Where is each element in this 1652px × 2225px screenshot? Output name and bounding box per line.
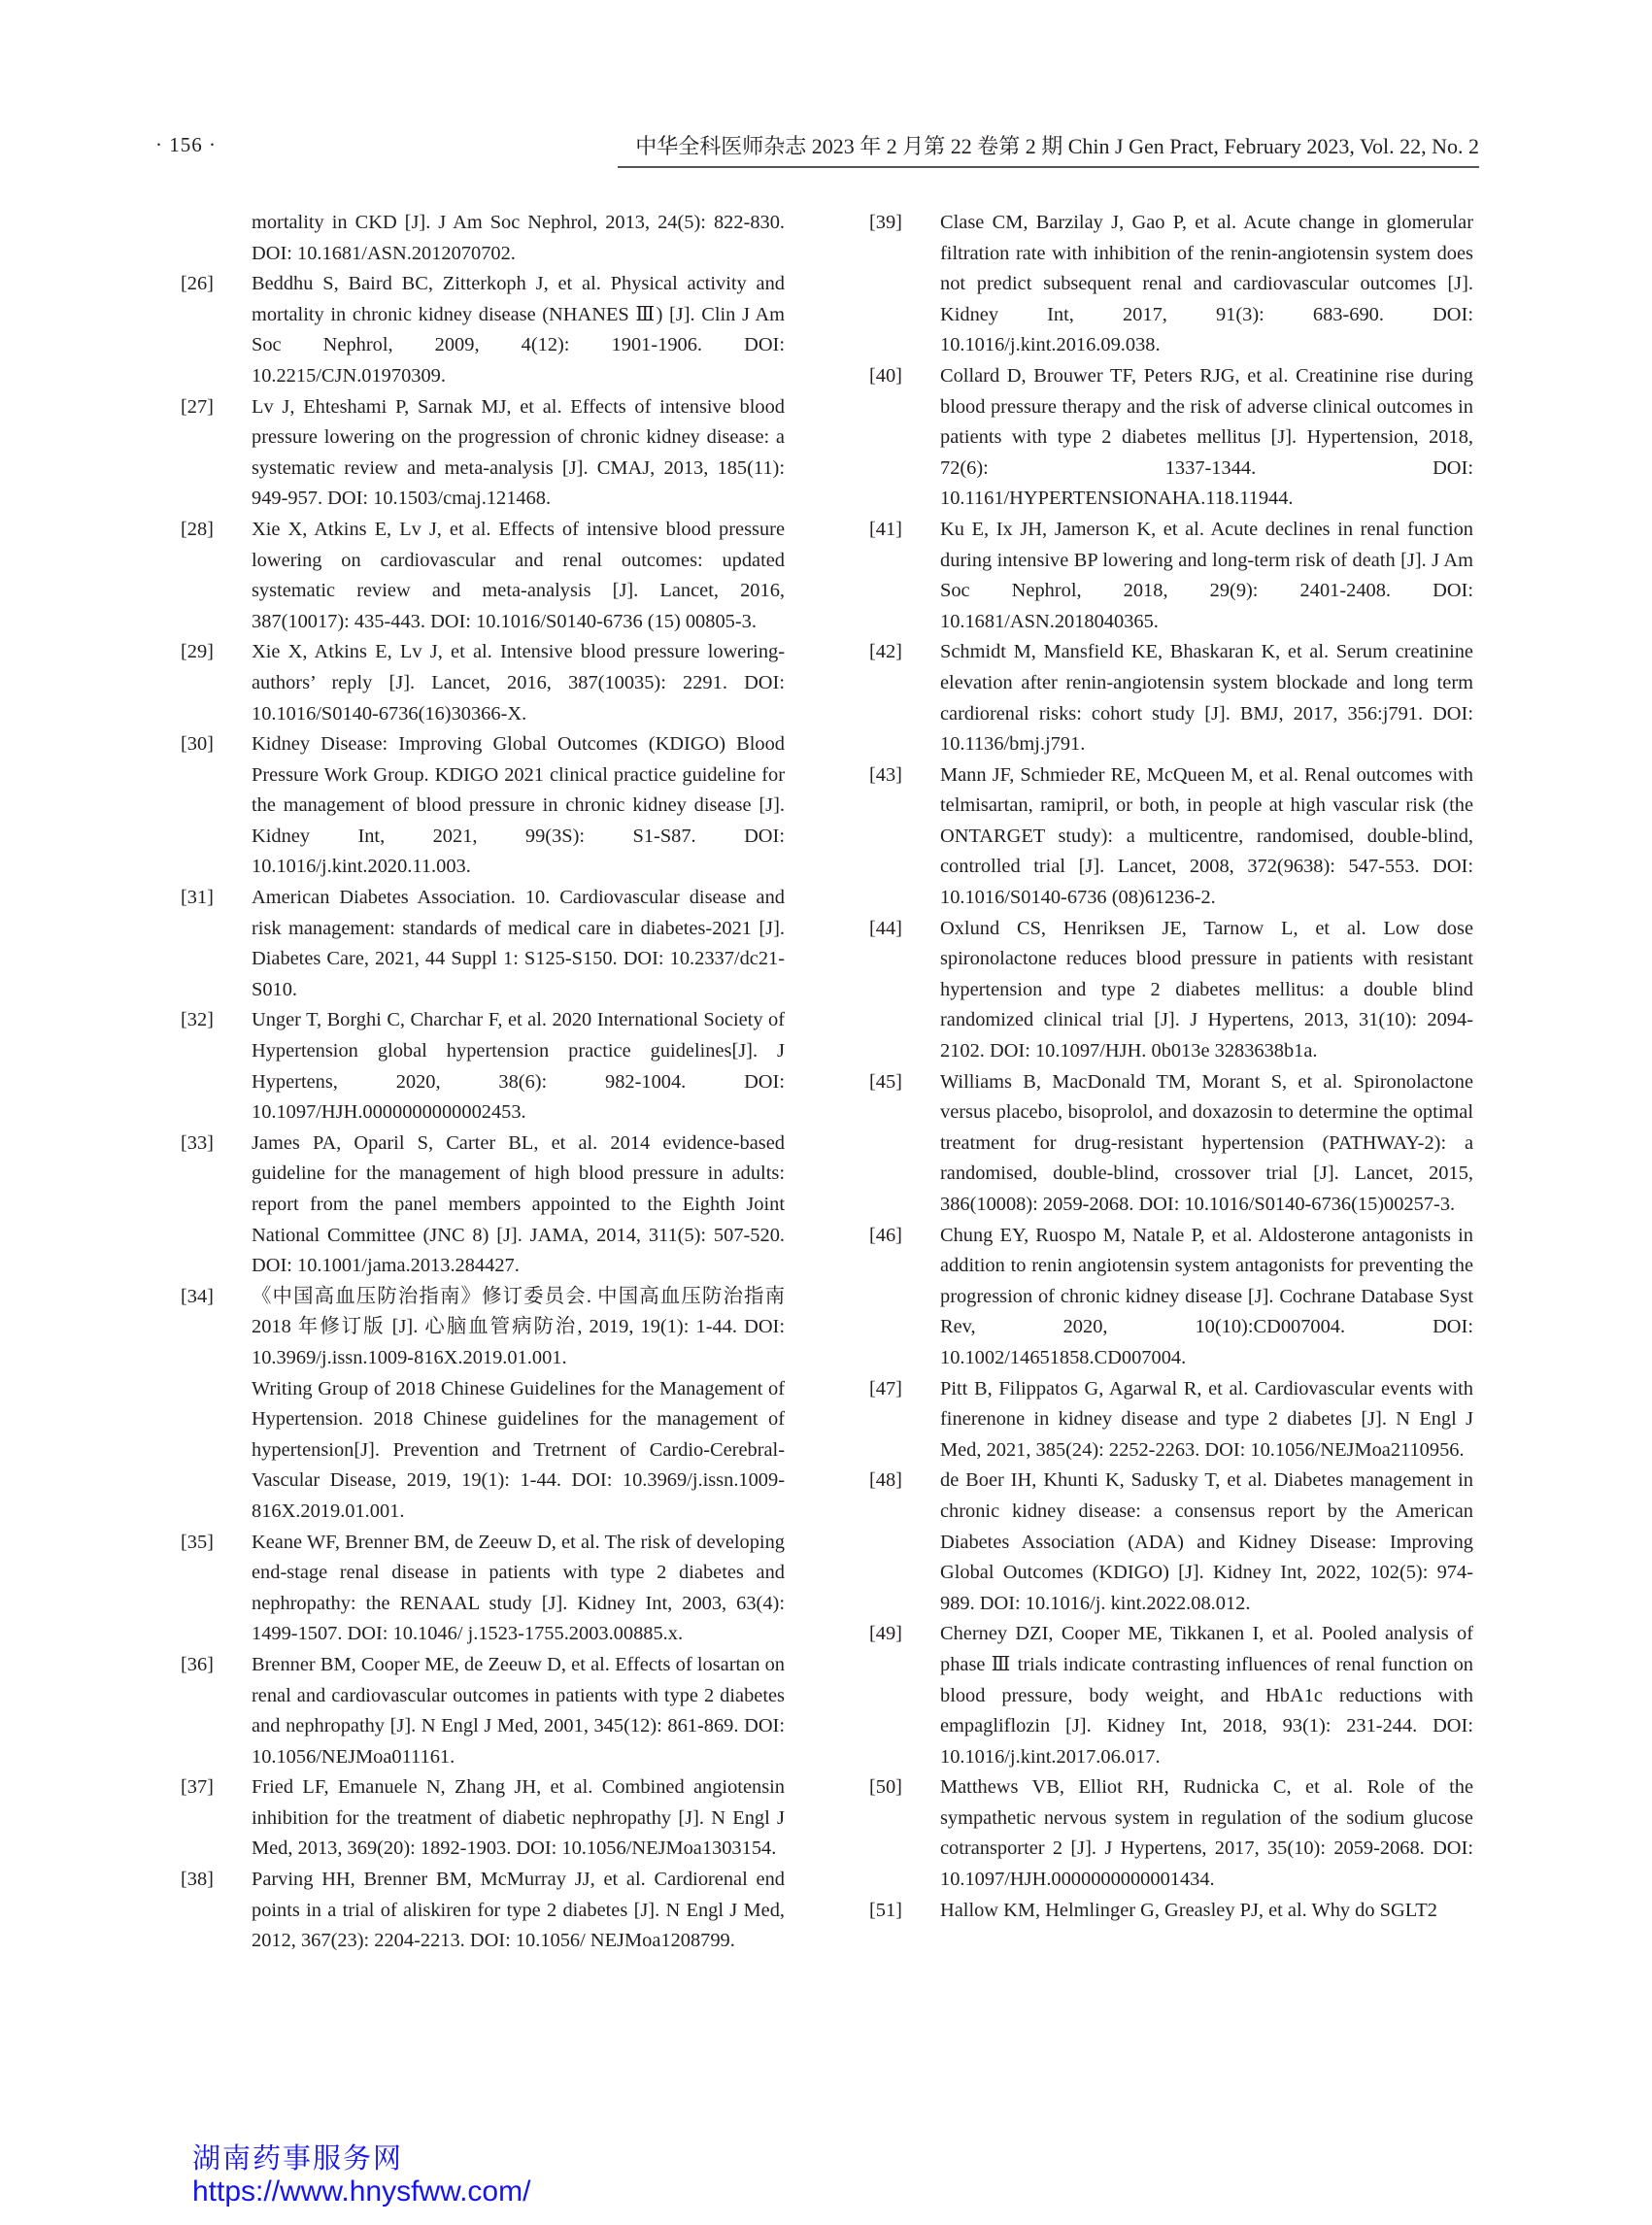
reference-label: [35] [181, 1531, 214, 1553]
reference-label: [49] [869, 1623, 902, 1645]
reference-item [869, 361, 1473, 515]
reference-translation: Writing Group of 2018 Chinese Guidelines for the Management of Hypertension. 2018 Chinese guidelines for the management of hypertension[J]. Prevention and Tretrnent of Cardio-Cerebral-Vascular Disease, 2019, 19(1): 1-44. DOI: 10.3969/j.issn.1009-816X.2019.01.001. [252, 1377, 785, 1522]
reference-label: [43] [869, 763, 902, 786]
reference-item [869, 1772, 1473, 1895]
reference-label: [39] [869, 212, 902, 233]
reference-item [181, 1865, 785, 1957]
reference-label: [33] [181, 1131, 214, 1154]
references-left-column [181, 208, 785, 1957]
reference-label: [48] [869, 1469, 902, 1492]
reference-text: Ku E, Ix JH, Jamerson K, et al. Acute declines in renal function during intensive BP lowering and long-term risk of death [J]. J Am Soc Nephrol, 2018, 29(9): 2401-2408. DOI: 10.1681/ASN.2018040365. [940, 518, 1473, 632]
reference-item [181, 1772, 785, 1865]
reference-item [869, 1067, 1473, 1221]
reference-label: [44] [869, 917, 902, 939]
reference-label: [42] [869, 641, 902, 663]
reference-label: [38] [181, 1869, 214, 1891]
reference-label: [47] [869, 1377, 902, 1399]
reference-text: Chung EY, Ruospo M, Natale P, et al. Aldosterone antagonists in addition to renin angiotensin system antagonists for preventing the progression of chronic kidney disease [J]. Cochrane Database Syst Rev, 2020, 10(10):CD007004. DOI: 10.1002/14651858.CD007004. [940, 1224, 1473, 1368]
reference-label: [36] [181, 1653, 214, 1675]
reference-item [181, 637, 785, 729]
reference-label: [31] [181, 887, 214, 909]
reference-text: de Boer IH, Khunti K, Sadusky T, et al. Diabetes management in chronic kidney disease: a consensus report by the American Diabetes Association (ADA) and Kidney Disease: Improving Global Outcomes (KDIGO) [J]. Kidney Int, 2022, 102(5): 974-989. DOI: 10.1016/j. kint.2022.08.012. [940, 1469, 1473, 1614]
reference-label: [37] [181, 1776, 214, 1799]
reference-text: Matthews VB, Elliot RH, Rudnicka C, et al. Role of the sympathetic nervous system in regulation of the sodium glucose cotransporter 2 [J]. J Hypertens, 2017, 35(10): 2059-2068. DOI: 10.1097/HJH.0000000000001434. [940, 1776, 1473, 1891]
reference-text: Clase CM, Barzilay J, Gao P, et al. Acute change in glomerular filtration rate with inhibition of the renin-angiotensin system does not predict subsequent renal and cardiovascular outcomes [J]. Kidney Int, 2017, 91(3): 683-690. DOI: 10.1016/j.kint.2016.09.038. [940, 212, 1473, 356]
reference-text: Parving HH, Brenner BM, McMurray JJ, et al. Cardiorenal end points in a trial of aliskiren for type 2 diabetes [J]. N Engl J Med, 2012, 367(23): 2204-2213. DOI: 10.1056/ NEJMoa1208799. [252, 1869, 785, 1952]
watermark [192, 2141, 530, 2208]
reference-text: Xie X, Atkins E, Lv J, et al. Intensive blood pressure lowering-authors’ reply [J]. Lancet, 2016, 387(10035): 2291. DOI: 10.1016/S0140-6736(16)30366-X. [252, 641, 785, 725]
reference-continued-text: mortality in CKD [J]. J Am Soc Nephrol, 2013, 24(5): 822-830. DOI: 10.1681/ASN.2012070702. [252, 212, 785, 264]
reference-text: Oxlund CS, Henriksen JE, Tarnow L, et al. Low dose spironolactone reduces blood pressure in patients with resistant hypertension and type 2 diabetes mellitus: a double blind randomized clinical trial [J]. J Hypertens, 2013, 31(10): 2094-2102. DOI: 10.1097/HJH. 0b013e 3283638b1a. [940, 917, 1473, 1062]
reference-label: [41] [869, 518, 902, 540]
watermark-url[interactable]: https://www.hnysfww.com/ [192, 2175, 531, 2208]
reference-text: Fried LF, Emanuele N, Zhang JH, et al. Combined angiotensin inhibition for the treatment of diabetic nephropathy [J]. N Engl J Med, 2013, 369(20): 1892-1903. DOI: 10.1056/NEJMoa1303154. [252, 1776, 785, 1860]
watermark-title: 湖南药事服务网 [192, 2141, 404, 2174]
reference-label: [51] [869, 1899, 902, 1921]
reference-text: Collard D, Brouwer TF, Peters RJG, et al. Creatinine rise during blood pressure therapy and the risk of adverse clinical outcomes in patients with type 2 diabetes mellitus [J]. Hypertension, 2018, 72(6): 1337-1344. DOI: 10.1161/HYPERTENSIONAHA.118.11944. [940, 364, 1473, 510]
page-number: · 156 · [155, 133, 217, 156]
references-right-column [869, 208, 1473, 1926]
reference-item [869, 515, 1473, 637]
reference-item [181, 392, 785, 515]
reference-item [869, 637, 1473, 759]
reference-item [869, 1896, 1473, 1927]
reference-text: Schmidt M, Mansfield KE, Bhaskaran K, et al. Serum creatinine elevation after renin-angiotensin system blockade and long term cardiorenal risks: cohort study [J]. BMJ, 2017, 356:j791. DOI: 10.1136/bmj.j791. [940, 641, 1473, 756]
reference-label: [26] [181, 273, 214, 295]
reference-item [181, 1282, 785, 1528]
reference-item [869, 914, 1473, 1067]
reference-label: [29] [181, 641, 214, 663]
reference-item [181, 1005, 785, 1128]
reference-label: [50] [869, 1776, 902, 1799]
reference-item [869, 760, 1473, 914]
reference-item [181, 515, 785, 637]
reference-text: Kidney Disease: Improving Global Outcomes (KDIGO) Blood Pressure Work Group. KDIGO 2021 clinical practice guideline for the management of blood pressure in chronic kidney disease [J]. Kidney Int, 2021, 99(3S): S1-S87. DOI: 10.1016/j.kint.2020.11.003. [252, 733, 785, 878]
reference-item [869, 1466, 1473, 1619]
reference-label: [27] [181, 395, 214, 418]
reference-label: [32] [181, 1009, 214, 1031]
reference-item [181, 883, 785, 1005]
reference-item [181, 1650, 785, 1772]
reference-label: [40] [869, 364, 902, 387]
reference-item [181, 269, 785, 391]
reference-text: Xie X, Atkins E, Lv J, et al. Effects of intensive blood pressure lowering on cardiovascular and renal outcomes: updated systematic review and meta-analysis [J]. Lancet, 2016, 387(10017): 435-443. DOI: 10.1016/S0140-6736 (15) 00805-3. [252, 518, 785, 632]
reference-text: Lv J, Ehteshami P, Sarnak MJ, et al. Effects of intensive blood pressure lowering on the progression of chronic kidney disease: a systematic review and meta-analysis [J]. CMAJ, 2013, 185(11): 949-957. DOI: 10.1503/cmaj.121468. [252, 395, 785, 510]
reference-text: Beddhu S, Baird BC, Zitterkoph J, et al. Physical activity and mortality in chronic kidney disease (NHANES Ⅲ) [J]. Clin J Am Soc Nephrol, 2009, 4(12): 1901-1906. DOI: 10.2215/CJN.01970309. [252, 273, 785, 387]
reference-item [869, 1374, 1473, 1466]
reference-text: Mann JF, Schmieder RE, McQueen M, et al. Renal outcomes with telmisartan, ramipril, or both, in people at high vascular risk (the ONTARGET study): a multicentre, randomised, double-blind, controlled trial [J]. Lancet, 2008, 372(9638): 547-553. DOI: 10.1016/S0140-6736 (08)61236-2. [940, 763, 1473, 909]
reference-label: [34] [181, 1285, 214, 1307]
reference-item [181, 1528, 785, 1650]
reference-text: American Diabetes Association. 10. Cardiovascular disease and risk management: standards of medical care in diabetes-2021 [J]. Diabetes Care, 2021, 44 Suppl 1: S125-S150. DOI: 10.2337/dc21-S010. [252, 887, 785, 1000]
reference-label: [46] [869, 1224, 902, 1246]
reference-text: 《中国高血压防治指南》修订委员会. 中国高血压防治指南 2018 年修订版 [J]. 心脑血管病防治, 2019, 19(1): 1-44. DOI: 10.3969/j.issn.1009-816X.2019.01.001. [252, 1285, 785, 1368]
reference-text: Williams B, MacDonald TM, Morant S, et al. Spironolactone versus placebo, bisoprolol, and doxazosin to determine the optimal treatment for drug-resistant hypertension (PATHWAY-2): a randomised, double-blind, crossover trial [J]. Lancet, 2015, 386(10008): 2059-2068. DOI: 10.1016/S0140-6736(15)00257-3. [940, 1070, 1473, 1215]
reference-item [869, 1221, 1473, 1374]
reference-text: Pitt B, Filippatos G, Agarwal R, et al. Cardiovascular events with finerenone in kidney disease and type 2 diabetes [J]. N Engl J Med, 2021, 385(24): 2252-2263. DOI: 10.1056/NEJMoa2110956. [940, 1377, 1473, 1461]
reference-item [869, 1619, 1473, 1772]
reference-text: Keane WF, Brenner BM, de Zeeuw D, et al. The risk of developing end-stage renal disease in patients with type 2 diabetes and nephropathy: the RENAAL study [J]. Kidney Int, 2003, 63(4): 1499-1507. DOI: 10.1046/ j.1523-1755.2003.00885.x. [252, 1531, 785, 1645]
reference-text: Unger T, Borghi C, Charchar F, et al. 2020 International Society of Hypertension global hypertension practice guidelines[J]. J Hypertens, 2020, 38(6): 982-1004. DOI: 10.1097/HJH.0000000000002453. [252, 1009, 785, 1124]
reference-text: James PA, Oparil S, Carter BL, et al. 2014 evidence-based guideline for the management of high blood pressure in adults: report from the panel members appointed to the Eighth Joint National Committee (JNC 8) [J]. JAMA, 2014, 311(5): 507-520. DOI: 10.1001/jama.2013.284427. [252, 1131, 785, 1277]
reference-label: [30] [181, 733, 214, 756]
reference-label: [45] [869, 1070, 902, 1093]
reference-item [869, 208, 1473, 361]
reference-item [181, 1129, 785, 1282]
reference-text: Hallow KM, Helmlinger G, Greasley PJ, et al. Why do SGLT2 [940, 1899, 1437, 1921]
reference-item [181, 729, 785, 883]
reference-text: Brenner BM, Cooper ME, de Zeeuw D, et al. Effects of losartan on renal and cardiovascular outcomes in patients with type 2 diabetes and nephropathy [J]. N Engl J Med, 2001, 345(12): 861-869. DOI: 10.1056/NEJMoa011161. [252, 1653, 785, 1768]
reference-text: Cherney DZI, Cooper ME, Tikkanen I, et al. Pooled analysis of phase Ⅲ trials indicate contrasting influences of renal function on blood pressure, body weight, and HbA1c reductions with empagliflozin [J]. Kidney Int, 2018, 93(1): 231-244. DOI: 10.1016/j.kint.2017.06.017. [940, 1623, 1473, 1768]
running-head: 中华全科医师杂志 2023 年 2 月第 22 卷第 2 期 Chin J Gen Pract, February 2023, Vol. 22, No. 2 [618, 130, 1479, 168]
reference-label: [28] [181, 518, 214, 540]
